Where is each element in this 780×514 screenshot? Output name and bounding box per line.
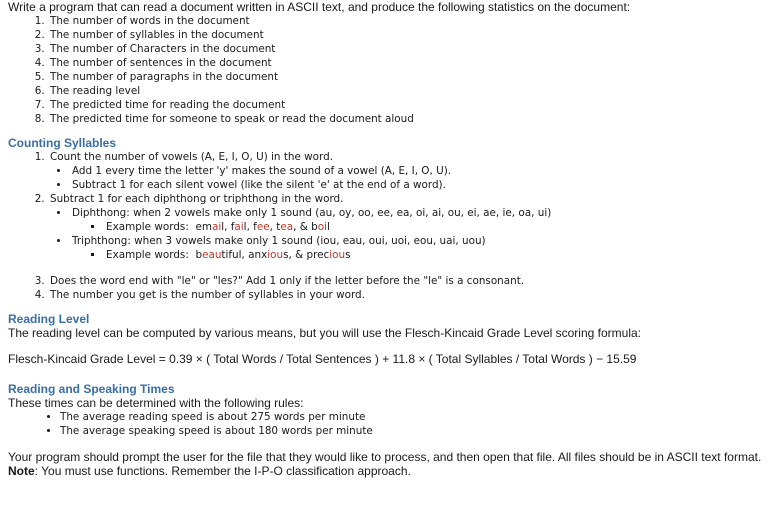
triphthong-item xyxy=(70,234,780,262)
reading-level-heading: Reading Level xyxy=(8,312,90,326)
flesch-kincaid-formula: Flesch-Kincaid Grade Level = 0.39 × ( Total Words / Total Sentences ) + 11.8 × ( Total Syllables / Total Words ) − 15.59 xyxy=(8,352,637,366)
times-rules-list xyxy=(60,410,780,438)
syllable-step-1 xyxy=(48,150,780,192)
vowel-highlight: ai xyxy=(234,221,244,233)
rule-item: • The average speaking speed is about 180 words per minute xyxy=(60,424,780,438)
example-label: Example words: xyxy=(106,249,189,261)
diphthong-example-list xyxy=(104,220,780,234)
vowel-highlight: ee xyxy=(256,221,270,233)
syllable-step-2 xyxy=(48,192,780,274)
vowel-highlight: ea xyxy=(280,221,294,233)
stat-item: 8. The predicted time for someone to speak or read the document aloud xyxy=(48,112,780,126)
example-word: anxious xyxy=(248,249,289,261)
diphthong-example xyxy=(104,220,780,234)
stat-item: 1. The number of words in the document xyxy=(48,14,780,28)
note-label: Note xyxy=(8,464,35,478)
example-words: email, fail, fee, tea, & boil xyxy=(195,221,330,233)
example-word: precious xyxy=(306,249,351,261)
step-2-sublist xyxy=(70,206,780,262)
syllable-step-4: 4. The number you get is the number of syllables in your word. xyxy=(48,288,780,302)
reading-speaking-times-heading: Reading and Speaking Times xyxy=(8,382,175,396)
example-word: boil xyxy=(311,221,330,233)
vowel-highlight: eau xyxy=(202,249,222,261)
note-text: : You must use functions. Remember the I-P-O classification approach. xyxy=(34,464,411,478)
step-text: Subtract 1 for each diphthong or triphthong in the word. xyxy=(50,193,344,205)
stat-item: 4. The number of sentences in the document xyxy=(48,56,780,70)
statistics-list xyxy=(48,14,780,126)
triphthong-example xyxy=(104,248,780,262)
vowel-highlight: iou xyxy=(267,249,284,261)
note-line xyxy=(8,464,780,478)
vowel-highlight: ai xyxy=(211,221,222,233)
example-label: Example words: xyxy=(106,221,189,233)
reading-level-text: The reading level can be computed by various means, but you will use the Flesch-Kincaid Grade Level scoring formula: xyxy=(8,326,641,340)
diphthong-item xyxy=(70,206,780,234)
example-word: fee xyxy=(253,221,270,233)
closing-text: Your program should prompt the user for the file that they would like to process, and then open that file. All files should be in ASCII text format. xyxy=(8,450,762,464)
stat-item: 7. The predicted time for reading the document xyxy=(48,98,780,112)
intro-text: Write a program that can read a document written in ASCII text, and produce the following statistics on the document: xyxy=(8,0,631,14)
step-text: Count the number of vowels (A, E, I, O, U) in the word. xyxy=(50,151,334,163)
example-word: fail xyxy=(230,221,247,233)
vowel-highlight: iou xyxy=(329,249,346,261)
stat-item: 3. The number of Characters in the document xyxy=(48,42,780,56)
diphthong-definition: Diphthong: when 2 vowels make only 1 sound (au, oy, oo, ee, ea, oi, ai, ou, ei, ae, ie, oa, ui) xyxy=(72,207,552,219)
syllable-step-3: 3. Does the word end with "le" or "les?" Add 1 only if the letter before the "le" is a consonant. xyxy=(48,274,780,288)
sub-step: • Add 1 every time the letter 'y' makes the sound of a vowel (A, E, I, O, U). xyxy=(70,164,780,178)
counting-syllables-heading: Counting Syllables xyxy=(8,136,117,150)
step-1-sublist xyxy=(70,164,780,192)
example-word: tea xyxy=(276,221,294,233)
triphthong-example-list xyxy=(104,248,780,262)
example-word: beautiful xyxy=(195,249,242,261)
stat-item: 2. The number of syllables in the document xyxy=(48,28,780,42)
rule-item: • The average reading speed is about 275 words per minute xyxy=(60,410,780,424)
triphthong-definition: Triphthong: when 3 vowels make only 1 sound (iou, eau, oui, uoi, eou, uai, uou) xyxy=(72,235,486,247)
example-word: email xyxy=(195,221,225,233)
syllable-steps-list xyxy=(48,150,780,302)
stat-item: 5. The number of paragraphs in the document xyxy=(48,70,780,84)
times-text: These times can be determined with the following rules: xyxy=(8,396,304,410)
stat-item: 6. The reading level xyxy=(48,84,780,98)
example-words: beautiful, anxious, & precious xyxy=(195,249,351,261)
vowel-highlight: oi xyxy=(317,221,327,233)
sub-step: • Subtract 1 for each silent vowel (like the silent 'e' at the end of a word). xyxy=(70,178,780,192)
